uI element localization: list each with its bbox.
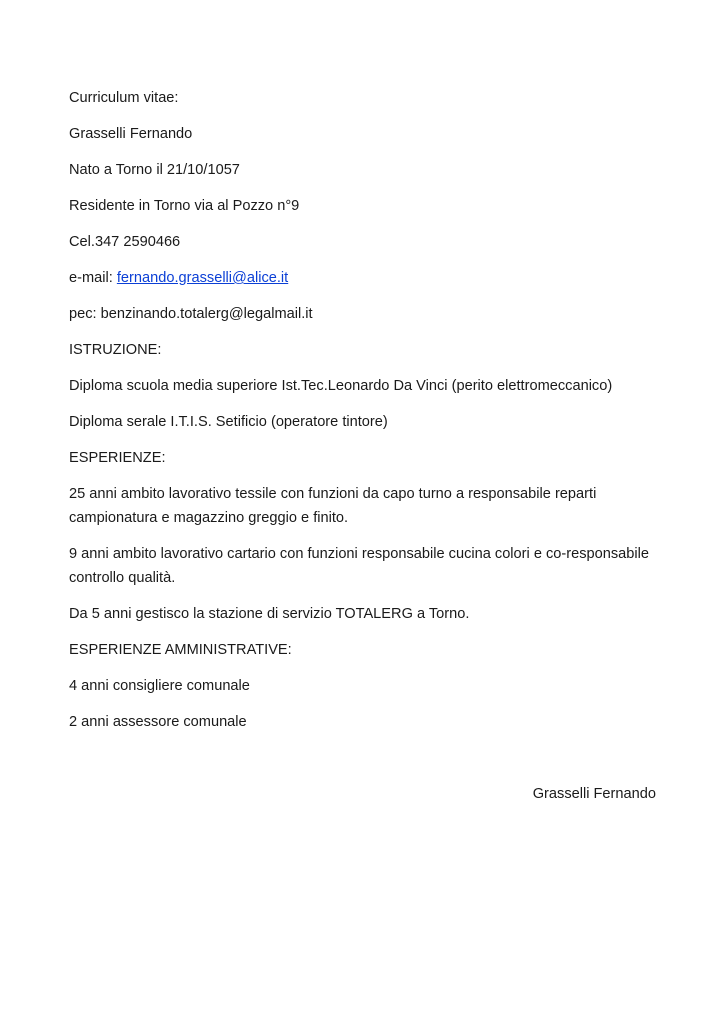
email-line	[69, 266, 669, 290]
education-item: Diploma serale I.T.I.S. Setificio (operatore tintore)	[69, 414, 388, 430]
birth-info: Nato a Torno il 21/10/1057	[69, 162, 240, 178]
signature: Grasselli Fernando	[532, 786, 656, 802]
admin-item: 2 anni assessore comunale	[69, 714, 247, 730]
education-heading: ISTRUZIONE:	[69, 342, 162, 358]
admin-item: 4 anni consigliere comunale	[69, 678, 250, 694]
email-link[interactable]: fernando.grasselli@alice.it	[116, 270, 289, 286]
admin-heading: ESPERIENZE AMMINISTRATIVE:	[69, 642, 292, 658]
person-name: Grasselli Fernando	[69, 126, 193, 142]
experience-item: Da 5 anni gestisco la stazione di servizio TOTALERG a Torno.	[69, 606, 470, 622]
phone-info: Cel.347 2590466	[69, 234, 181, 250]
cv-title: Curriculum vitae:	[69, 90, 179, 106]
cv-body	[69, 86, 669, 746]
residence-info: Residente in Torno via al Pozzo n°9	[69, 198, 300, 214]
experience-heading: ESPERIENZE:	[69, 450, 166, 466]
experience-item: 9 anni ambito lavorativo cartario con funzioni responsabile cucina colori e co-responsabile controllo qualità.	[69, 546, 650, 586]
email-label: e-mail:	[69, 270, 117, 286]
experience-item: 25 anni ambito lavorativo tessile con funzioni da capo turno a responsabile reparti campionatura e magazzino greggio e finito.	[69, 486, 597, 526]
education-item: Diploma scuola media superiore Ist.Tec.Leonardo Da Vinci (perito elettromeccanico)	[69, 378, 613, 394]
pec-info: pec: benzinando.totalerg@legalmail.it	[69, 306, 313, 322]
